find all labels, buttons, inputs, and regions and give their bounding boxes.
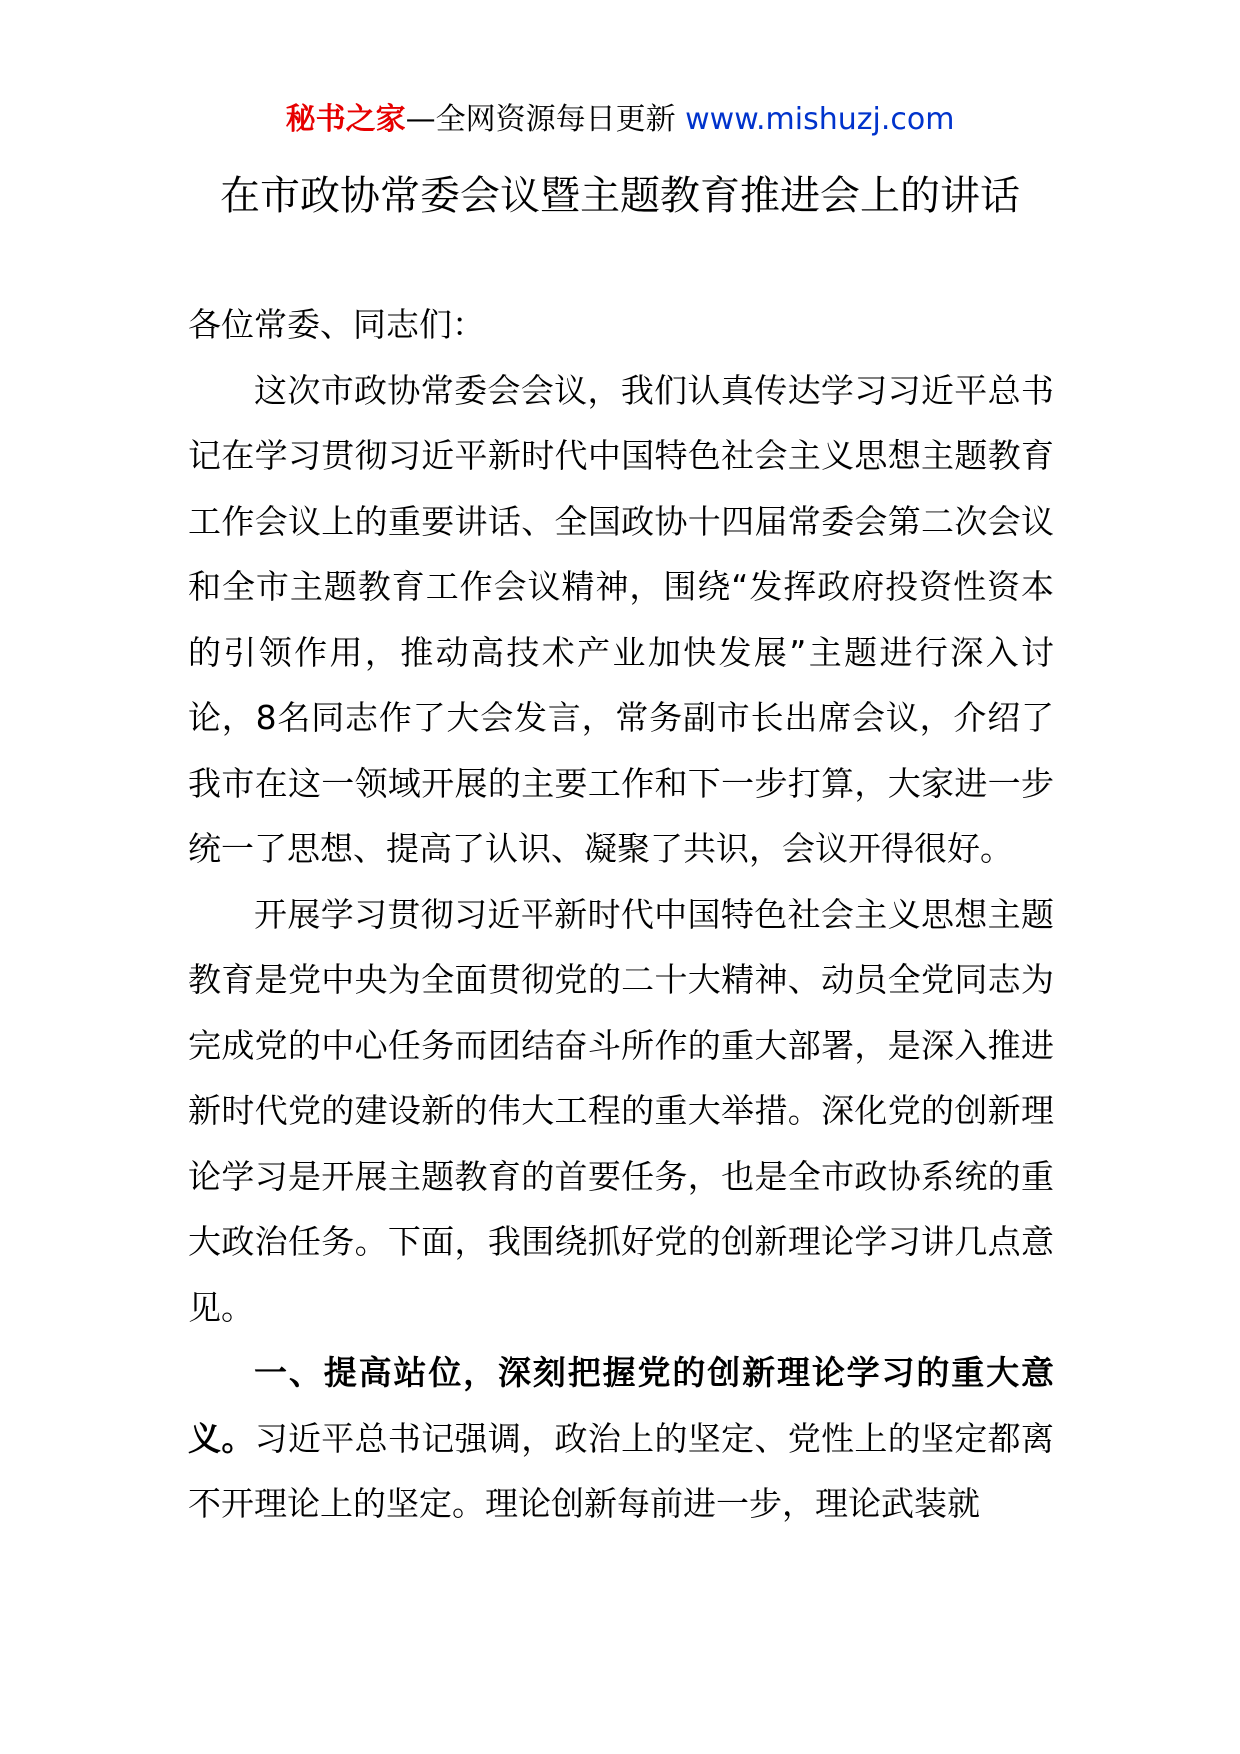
section-1-paragraph	[188, 1340, 1054, 1537]
paragraph-1: 这次市政协常委会会议，我们认真传达学习习近平总书记在学习贯彻习近平新时代中国特色社会主义思想主题教育工作会议上的重要讲话、全国政协十四届常委会第二次会议和全市主题教育工作会议精神，围绕“发挥政府投资性资本的引领作用，推动高技术产业加快发展”主题进行深入讨论，8名同志作了大会发言，常务副市长出席会议，介绍了我市在这一领域开展的主要工作和下一步打算，大家进一步统一了思想、提高了认识、凝聚了共识，会议开得很好。	[188, 370, 1054, 868]
salutation: 各位常委、同志们：	[188, 305, 485, 344]
document-body	[188, 292, 1054, 1537]
header-tagline: —全网资源每日更新	[405, 102, 686, 137]
brand-name: 秘书之家	[285, 102, 406, 137]
document-title: 在市政协常委会议暨主题教育推进会上的讲话	[220, 173, 1020, 219]
watermark-header	[0, 100, 1240, 140]
site-url-link[interactable]: www.mishuzj.com	[685, 102, 955, 137]
section-1-text: 习近平总书记强调，政治上的坚定、党性上的坚定都离不开理论上的坚定。理论创新每前进一步，理论武装就	[188, 1418, 1055, 1523]
paragraph-2: 开展学习贯彻习近平新时代中国特色社会主义思想主题教育是党中央为全面贯彻党的二十大精神、动员全党同志为完成党的中心任务而团结奋斗所作的重大部署，是深入推进新时代党的建设新的伟大工程的重大举措。深化党的创新理论学习是开展主题教育的首要任务，也是全市政协系统的重大政治任务。下面，我围绕抓好党的创新理论学习讲几点意见。	[188, 894, 1054, 1327]
section-1-heading: 一、提高站位，深刻把握党的创新理论学习的重大意义。	[188, 1353, 1054, 1458]
